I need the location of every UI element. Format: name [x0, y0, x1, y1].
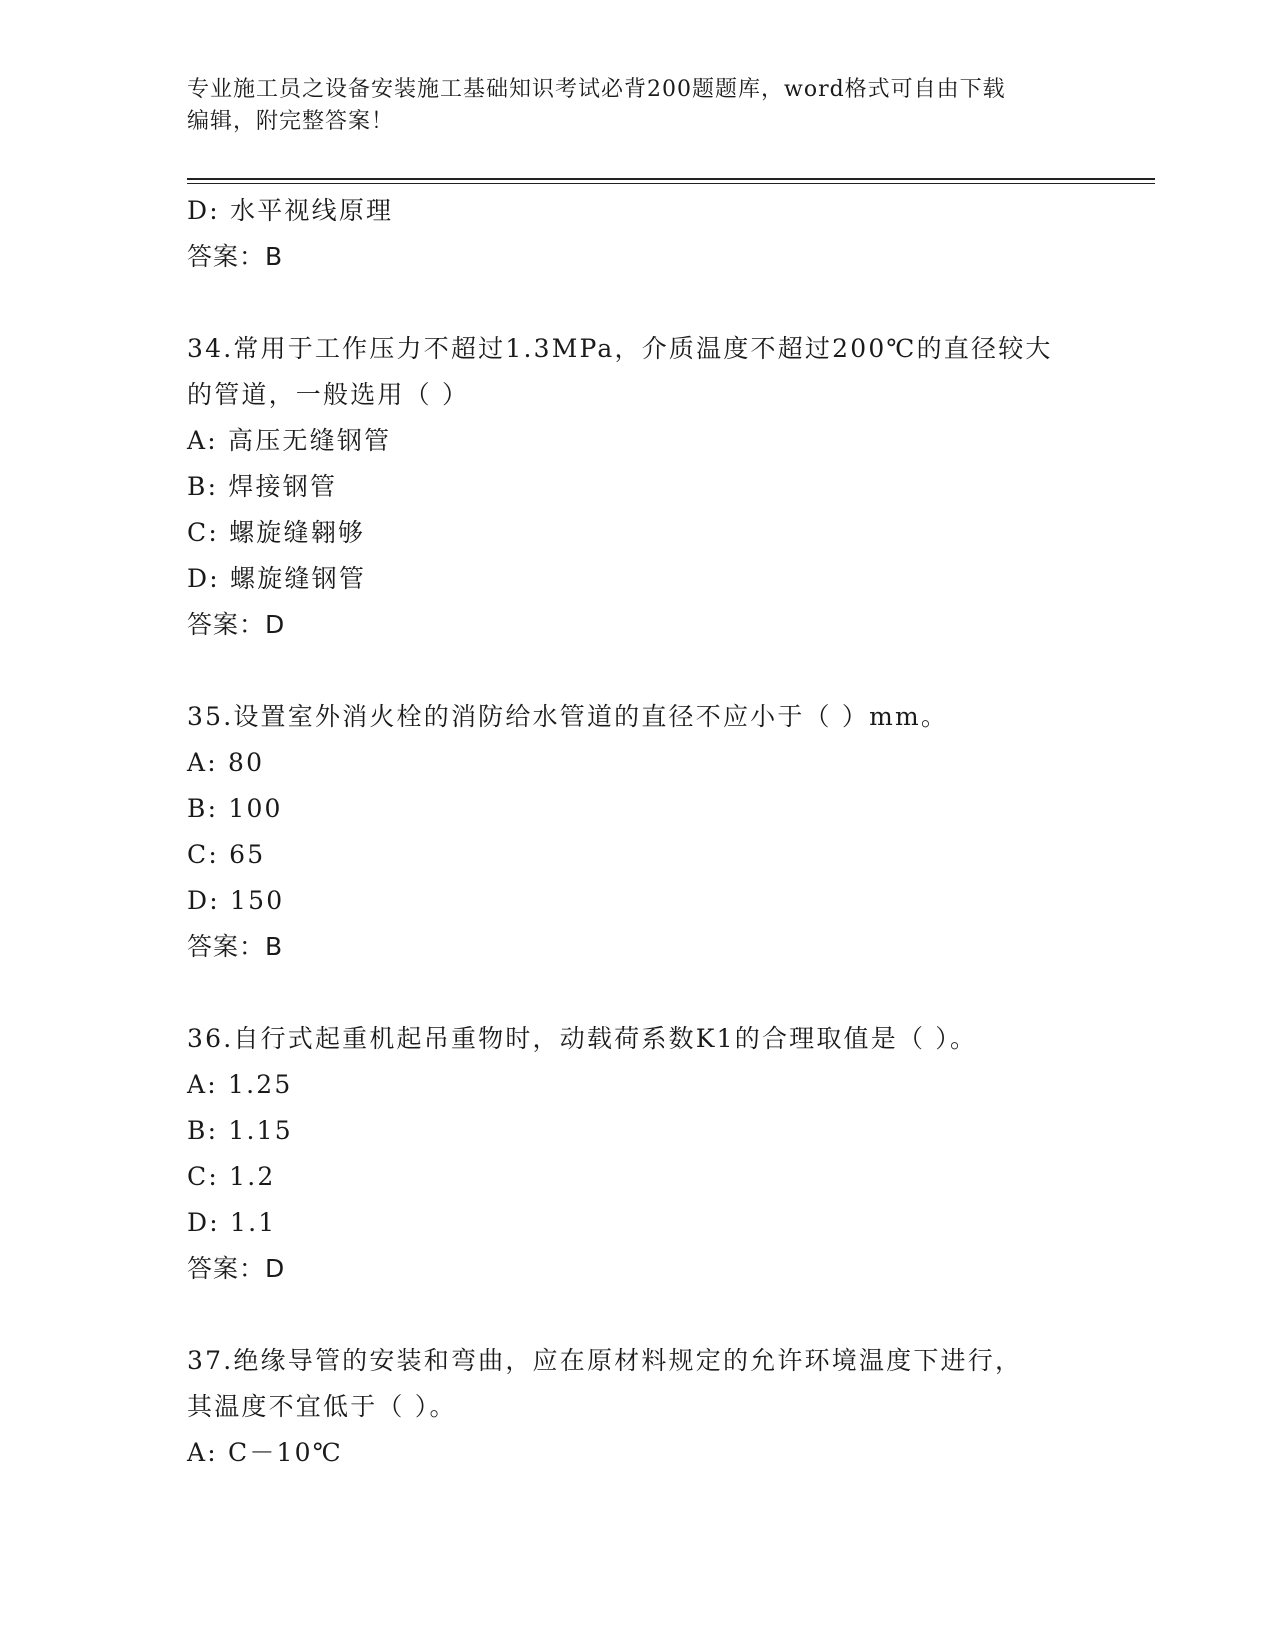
question-stem: 37.绝缘导管的安装和弯曲，应在原材料规定的允许环境温度下进行， [187, 1346, 1023, 1375]
question-37 [187, 1338, 1087, 1476]
answer-line: 答案：D [187, 1254, 286, 1283]
option-b: B: 焊接钢管 [187, 472, 338, 501]
question-stem-cont: 的管道，一般选用（ ） [187, 380, 470, 409]
answer-line: 答案：B [187, 932, 284, 961]
spacer [187, 648, 1087, 694]
question-stem-cont: 其温度不宜低于（ ）。 [187, 1392, 457, 1421]
question-stem: 35.设置室外消火栓的消防给水管道的直径不应小于（ ）mm。 [187, 702, 949, 731]
spacer [187, 970, 1087, 1016]
question-content [187, 188, 1087, 1476]
question-stem: 34.常用于工作压力不超过1.3MPa，介质温度不超过200℃的直径较大 [187, 334, 1053, 363]
header-line-2: 编辑，附完整答案！ [187, 109, 395, 134]
answer-line: 答案：B [187, 242, 284, 271]
document-header [187, 74, 1067, 138]
option-c: C: 65 [187, 840, 266, 869]
option-d-line: D: 水平视线原理 [187, 196, 394, 225]
header-line-1: 专业施工员之设备安装施工基础知识考试必背200题题库，word格式可自由下载 [187, 77, 1006, 102]
option-b: B: 1.15 [187, 1116, 293, 1145]
question-34 [187, 326, 1087, 648]
option-a: A: C－10℃ [187, 1438, 343, 1467]
option-a: A: 1.25 [187, 1070, 293, 1099]
question-35 [187, 694, 1087, 970]
option-c: C: 螺旋缝翱够 [187, 518, 366, 547]
header-rule-thick [187, 178, 1155, 180]
option-d: D: 1.1 [187, 1208, 277, 1237]
option-d: D: 螺旋缝钢管 [187, 564, 367, 593]
answer-line: 答案：D [187, 610, 286, 639]
option-b: B: 100 [187, 794, 283, 823]
option-a: A: 高压无缝钢管 [187, 426, 392, 455]
option-a: A: 80 [187, 748, 265, 777]
question-stem: 36.自行式起重机起吊重物时，动载荷系数K1的合理取值是（ ）。 [187, 1024, 978, 1053]
header-rule-thin [187, 183, 1155, 184]
spacer [187, 1292, 1087, 1338]
option-d: D: 150 [187, 886, 285, 915]
option-c: C: 1.2 [187, 1162, 276, 1191]
spacer [187, 280, 1087, 326]
question-36 [187, 1016, 1087, 1292]
